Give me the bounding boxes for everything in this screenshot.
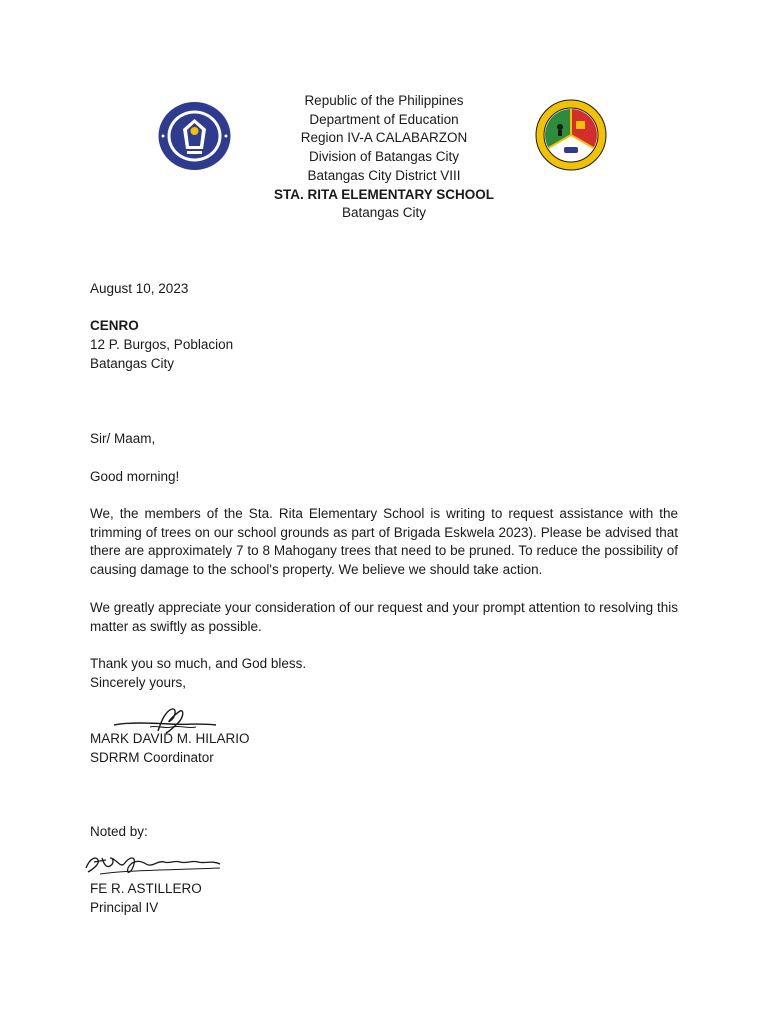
greeting: Good morning!	[90, 469, 180, 484]
signatory-title: Principal IV	[90, 900, 159, 915]
closing-line: Sincerely yours,	[90, 675, 187, 690]
salutation: Sir/ Maam,	[90, 431, 156, 446]
header-line: Region IV-A CALABARZON	[300, 130, 468, 146]
division-seal-icon	[534, 99, 608, 171]
signature-astillero	[80, 850, 230, 882]
recipient-address-line: Batangas City	[90, 356, 175, 371]
header-line: Department of Education	[309, 111, 459, 127]
recipient-address-line: 12 P. Burgos, Poblacion	[90, 337, 234, 352]
header-line: Batangas City District VIII	[307, 167, 461, 183]
letter-date: August 10, 2023	[90, 281, 189, 296]
header-line: Division of Batangas City	[308, 149, 460, 165]
noted-by-label: Noted by:	[90, 824, 148, 839]
letterhead	[0, 92, 768, 223]
header-line: Republic of the Philippines	[304, 93, 464, 108]
school-name: STA. RITA ELEMENTARY SCHOOL	[273, 186, 494, 202]
signatory-name: FE R. ASTILLERO	[90, 881, 202, 896]
signatory-title: SDRRM Coordinator	[90, 750, 214, 765]
header-city: Batangas City	[341, 205, 427, 221]
closing-line: Thank you so much, and God bless.	[90, 656, 307, 671]
signatory-name: MARK DAVID M. HILARIO	[90, 731, 250, 746]
body-paragraph: We greatly appreciate your consideration of our request and your prompt attention to resolving this matter as swiftly as possible.	[90, 600, 678, 634]
body-paragraph: We, the members of the Sta. Rita Elementary School is writing to request assistance with the trimming of trees on our school grounds as part of Brigada Eskwela 2023). Please be advised that there are approximately 7 to 8 Mahogany trees that need to be pruned. To reduce the possibility of causing damage to the school's property. We believe we should take action.	[90, 506, 678, 578]
recipient-name: CENRO	[90, 318, 139, 333]
